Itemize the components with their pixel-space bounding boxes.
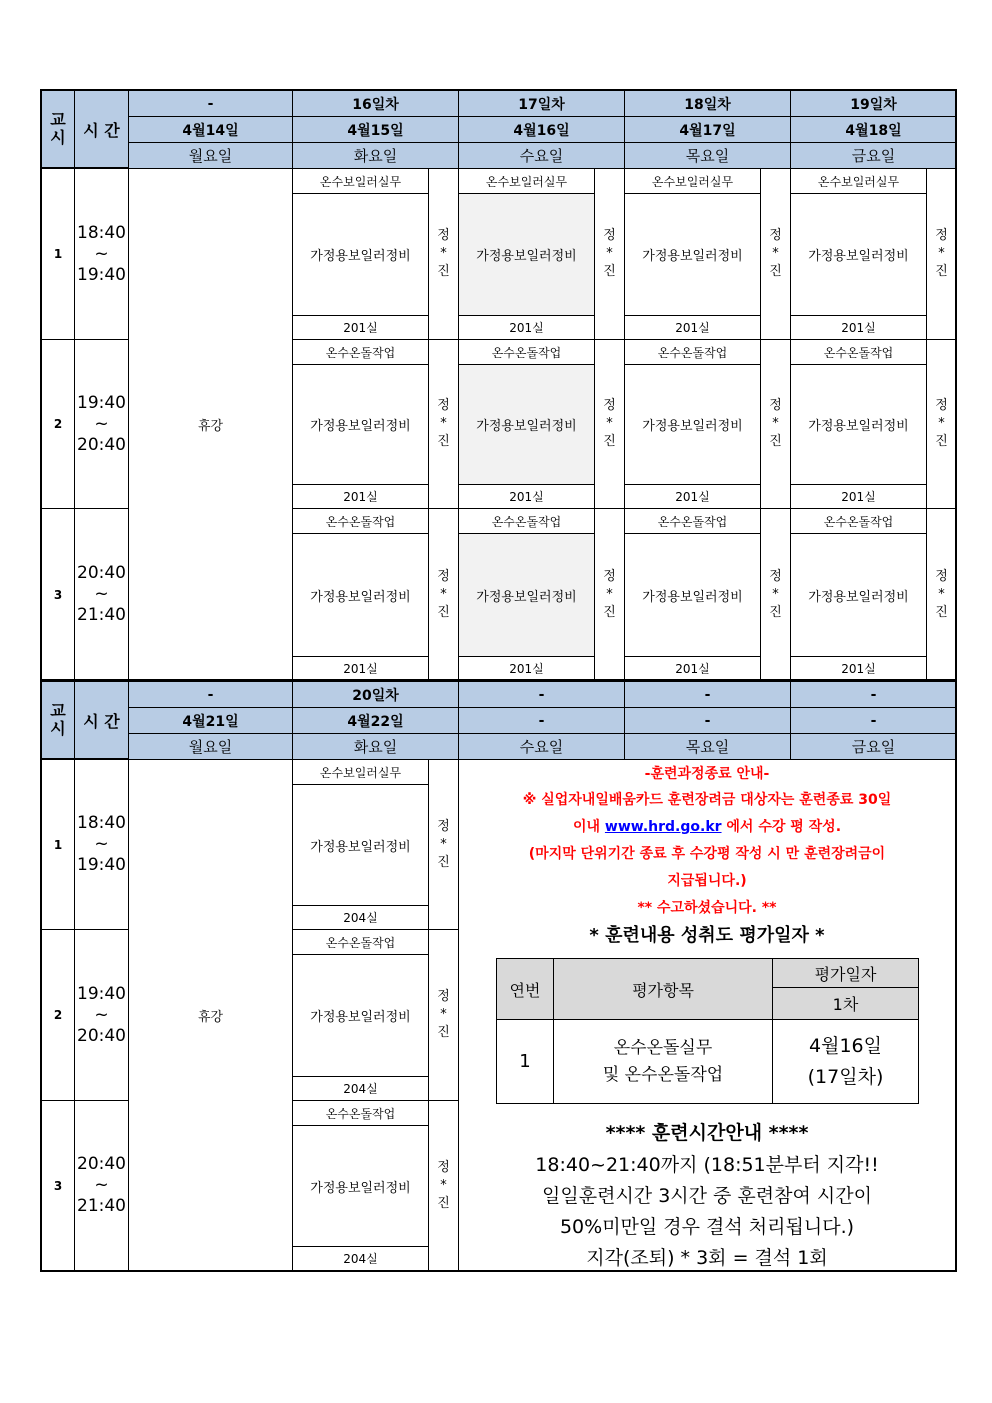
week1-instructor-3-1: 정 * 진 bbox=[760, 168, 791, 340]
week2-instructor-1-1: 정 * 진 bbox=[428, 759, 459, 930]
week1-time-2: 19:40 ~ 20:40 bbox=[74, 339, 129, 509]
week1-instructor-4-2: 정 * 진 bbox=[926, 339, 957, 509]
eval-row-item bbox=[553, 1019, 773, 1104]
eval-item-line-2: 및 온수온돌작업 bbox=[602, 1064, 724, 1085]
week1-instructor-1-2: 정 * 진 bbox=[428, 339, 459, 509]
week2-date-4: - bbox=[790, 707, 957, 734]
week2-date-3: - bbox=[624, 707, 791, 734]
week2-weekday-0: 월요일 bbox=[128, 733, 293, 760]
week1-subject-3-1: 온수보일러실무 bbox=[624, 168, 761, 194]
eval-col-round: 1차 bbox=[772, 987, 919, 1020]
week1-instructor-2-1: 정 * 진 bbox=[594, 168, 625, 340]
hours-line-4: 지각(조퇴) * 3회 = 결석 1회 bbox=[586, 1247, 828, 1269]
week1-date-3: 4월17일 bbox=[624, 116, 791, 143]
week1-period-header: 교 시 bbox=[41, 90, 75, 168]
week1-date-2: 4월16일 bbox=[458, 116, 625, 143]
week1-room-3-2: 201실 bbox=[624, 484, 761, 509]
week1-subject-1-1: 온수보일러실무 bbox=[292, 168, 429, 194]
week1-day-number-0: - bbox=[128, 90, 293, 117]
hours-line-3: 50%미만일 경우 결석 처리됩니다.) bbox=[559, 1216, 855, 1238]
week2-period-header: 교 시 bbox=[41, 681, 75, 759]
week2-weekday-4: 금요일 bbox=[790, 733, 957, 760]
notice-line-2-prefix: 이내 bbox=[572, 819, 605, 835]
week2-day-number-2: - bbox=[458, 681, 625, 708]
notice-line-1: ※ 실업자내일배움카드 훈련장려금 대상자는 훈련종료 30일 bbox=[522, 792, 892, 808]
notice-thanks: ** 수고하셨습니다. ** bbox=[637, 900, 777, 916]
week1-time-1: 18:40 ~ 19:40 bbox=[74, 168, 129, 340]
week1-room-2-1: 201실 bbox=[458, 315, 595, 340]
week2-room-1-3: 204실 bbox=[292, 1246, 429, 1271]
week1-subject-1-2: 온수온돌작업 bbox=[292, 339, 429, 365]
eval-col-no: 연번 bbox=[496, 958, 554, 1020]
week2-period-3: 3 bbox=[41, 1100, 75, 1271]
week1-content-3-3: 가정용보일러정비 bbox=[624, 533, 761, 657]
week1-content-2-1: 가정용보일러정비 bbox=[458, 193, 595, 316]
week2-content-1-1: 가정용보일러정비 bbox=[292, 784, 429, 906]
week1-instructor-3-2: 정 * 진 bbox=[760, 339, 791, 509]
week1-day-number-2: 17일차 bbox=[458, 90, 625, 117]
eval-row-date bbox=[772, 1019, 919, 1104]
week2-day-number-3: - bbox=[624, 681, 791, 708]
week2-weekday-1: 화요일 bbox=[292, 733, 459, 760]
week1-room-2-2: 201실 bbox=[458, 484, 595, 509]
week2-content-1-3: 가정용보일러정비 bbox=[292, 1125, 429, 1247]
week2-time-3: 20:40 ~ 21:40 bbox=[74, 1100, 129, 1271]
notice-title: -훈련과정종료 안내- bbox=[644, 766, 770, 782]
week1-time-header: 시 간 bbox=[74, 90, 129, 168]
week2-instructor-1-2: 정 * 진 bbox=[428, 929, 459, 1101]
week2-subject-1-3: 온수온돌작업 bbox=[292, 1100, 429, 1126]
notice-line-3: (마지막 단위기간 종료 후 수강평 작성 시 만 훈련장려금이 bbox=[528, 846, 886, 862]
week1-room-2-3: 201실 bbox=[458, 656, 595, 681]
week1-period-3: 3 bbox=[41, 508, 75, 681]
week1-subject-2-1: 온수보일러실무 bbox=[458, 168, 595, 194]
week1-content-4-2: 가정용보일러정비 bbox=[790, 364, 927, 485]
week1-date-1: 4월15일 bbox=[292, 116, 459, 143]
notice-line-4: 지급됩니다.) bbox=[667, 873, 747, 889]
week1-date-0: 4월14일 bbox=[128, 116, 293, 143]
notice-line-2 bbox=[460, 816, 954, 836]
week1-content-2-3: 가정용보일러정비 bbox=[458, 533, 595, 657]
hrd-link[interactable]: www.hrd.go.kr bbox=[604, 819, 722, 835]
week2-time-1: 18:40 ~ 19:40 bbox=[74, 759, 129, 930]
eval-row-no: 1 bbox=[496, 1019, 554, 1104]
week1-break-cell: 휴강 bbox=[128, 168, 293, 681]
week2-date-2: - bbox=[458, 707, 625, 734]
week1-room-4-3: 201실 bbox=[790, 656, 927, 681]
week1-subject-3-3: 온수온돌작업 bbox=[624, 508, 761, 534]
week2-content-1-2: 가정용보일러정비 bbox=[292, 954, 429, 1077]
week2-day-number-0: - bbox=[128, 681, 293, 708]
week2-day-number-4: - bbox=[790, 681, 957, 708]
week1-content-4-3: 가정용보일러정비 bbox=[790, 533, 927, 657]
week2-instructor-1-3: 정 * 진 bbox=[428, 1100, 459, 1271]
eval-date-line-1: 4월16일 bbox=[809, 1034, 882, 1057]
week1-period-2: 2 bbox=[41, 339, 75, 509]
eval-item-line-1: 온수온돌실무 bbox=[613, 1037, 713, 1058]
week1-room-4-1: 201실 bbox=[790, 315, 927, 340]
week1-room-4-2: 201실 bbox=[790, 484, 927, 509]
week1-content-3-1: 가정용보일러정비 bbox=[624, 193, 761, 316]
week1-instructor-1-3: 정 * 진 bbox=[428, 508, 459, 681]
week1-content-4-1: 가정용보일러정비 bbox=[790, 193, 927, 316]
week1-instructor-3-3: 정 * 진 bbox=[760, 508, 791, 681]
eval-date-line-2: (17일차) bbox=[807, 1065, 884, 1088]
week1-subject-4-2: 온수온돌작업 bbox=[790, 339, 927, 365]
week1-room-1-2: 201실 bbox=[292, 484, 429, 509]
week1-time-3: 20:40 ~ 21:40 bbox=[74, 508, 129, 681]
week1-instructor-1-1: 정 * 진 bbox=[428, 168, 459, 340]
week2-room-1-2: 204실 bbox=[292, 1076, 429, 1101]
week1-content-1-3: 가정용보일러정비 bbox=[292, 533, 429, 657]
week1-subject-2-3: 온수온돌작업 bbox=[458, 508, 595, 534]
hours-line-2: 일일훈련시간 3시간 중 훈련참여 시간이 bbox=[542, 1185, 872, 1207]
week1-weekday-4: 금요일 bbox=[790, 142, 957, 169]
week1-period-1: 1 bbox=[41, 168, 75, 340]
eval-col-date: 평가일자 bbox=[772, 958, 919, 988]
week1-weekday-2: 수요일 bbox=[458, 142, 625, 169]
week1-day-number-1: 16일차 bbox=[292, 90, 459, 117]
hours-title: **** 훈련시간안내 **** bbox=[605, 1122, 809, 1144]
eval-col-item: 평가항목 bbox=[553, 958, 773, 1020]
week2-period-1: 1 bbox=[41, 759, 75, 930]
week2-break-cell: 휴강 bbox=[128, 759, 293, 1271]
week1-room-3-1: 201실 bbox=[624, 315, 761, 340]
week1-subject-4-1: 온수보일러실무 bbox=[790, 168, 927, 194]
week2-date-1: 4월22일 bbox=[292, 707, 459, 734]
week1-subject-2-2: 온수온돌작업 bbox=[458, 339, 595, 365]
notice-line-2-suffix: 에서 수강 평 작성. bbox=[721, 819, 842, 835]
week1-instructor-4-3: 정 * 진 bbox=[926, 508, 957, 681]
week2-room-1-1: 204실 bbox=[292, 905, 429, 930]
week2-subject-1-2: 온수온돌작업 bbox=[292, 929, 429, 955]
week1-content-3-2: 가정용보일러정비 bbox=[624, 364, 761, 485]
week1-content-2-2: 가정용보일러정비 bbox=[458, 364, 595, 485]
week2-date-0: 4월21일 bbox=[128, 707, 293, 734]
week1-weekday-0: 월요일 bbox=[128, 142, 293, 169]
week2-period-2: 2 bbox=[41, 929, 75, 1101]
evaluation-title: * 훈련내용 성취도 평가일자 * bbox=[589, 925, 825, 946]
week1-room-1-1: 201실 bbox=[292, 315, 429, 340]
week2-time-2: 19:40 ~ 20:40 bbox=[74, 929, 129, 1101]
week1-day-number-4: 19일차 bbox=[790, 90, 957, 117]
week1-room-3-3: 201실 bbox=[624, 656, 761, 681]
week1-day-number-3: 18일차 bbox=[624, 90, 791, 117]
week1-subject-1-3: 온수온돌작업 bbox=[292, 508, 429, 534]
week1-instructor-2-2: 정 * 진 bbox=[594, 339, 625, 509]
week2-weekday-3: 목요일 bbox=[624, 733, 791, 760]
week1-content-1-1: 가정용보일러정비 bbox=[292, 193, 429, 316]
week1-subject-4-3: 온수온돌작업 bbox=[790, 508, 927, 534]
week1-instructor-2-3: 정 * 진 bbox=[594, 508, 625, 681]
week2-day-number-1: 20일차 bbox=[292, 681, 459, 708]
week2-time-header: 시 간 bbox=[74, 681, 129, 759]
week1-room-1-3: 201실 bbox=[292, 656, 429, 681]
week1-instructor-4-1: 정 * 진 bbox=[926, 168, 957, 340]
week1-weekday-1: 화요일 bbox=[292, 142, 459, 169]
week1-date-4: 4월18일 bbox=[790, 116, 957, 143]
week2-weekday-2: 수요일 bbox=[458, 733, 625, 760]
hours-line-1: 18:40~21:40까지 (18:51분부터 지각!! bbox=[535, 1154, 879, 1176]
week1-content-1-2: 가정용보일러정비 bbox=[292, 364, 429, 485]
week2-subject-1-1: 온수보일러실무 bbox=[292, 759, 429, 785]
week1-weekday-3: 목요일 bbox=[624, 142, 791, 169]
week1-subject-3-2: 온수온돌작업 bbox=[624, 339, 761, 365]
